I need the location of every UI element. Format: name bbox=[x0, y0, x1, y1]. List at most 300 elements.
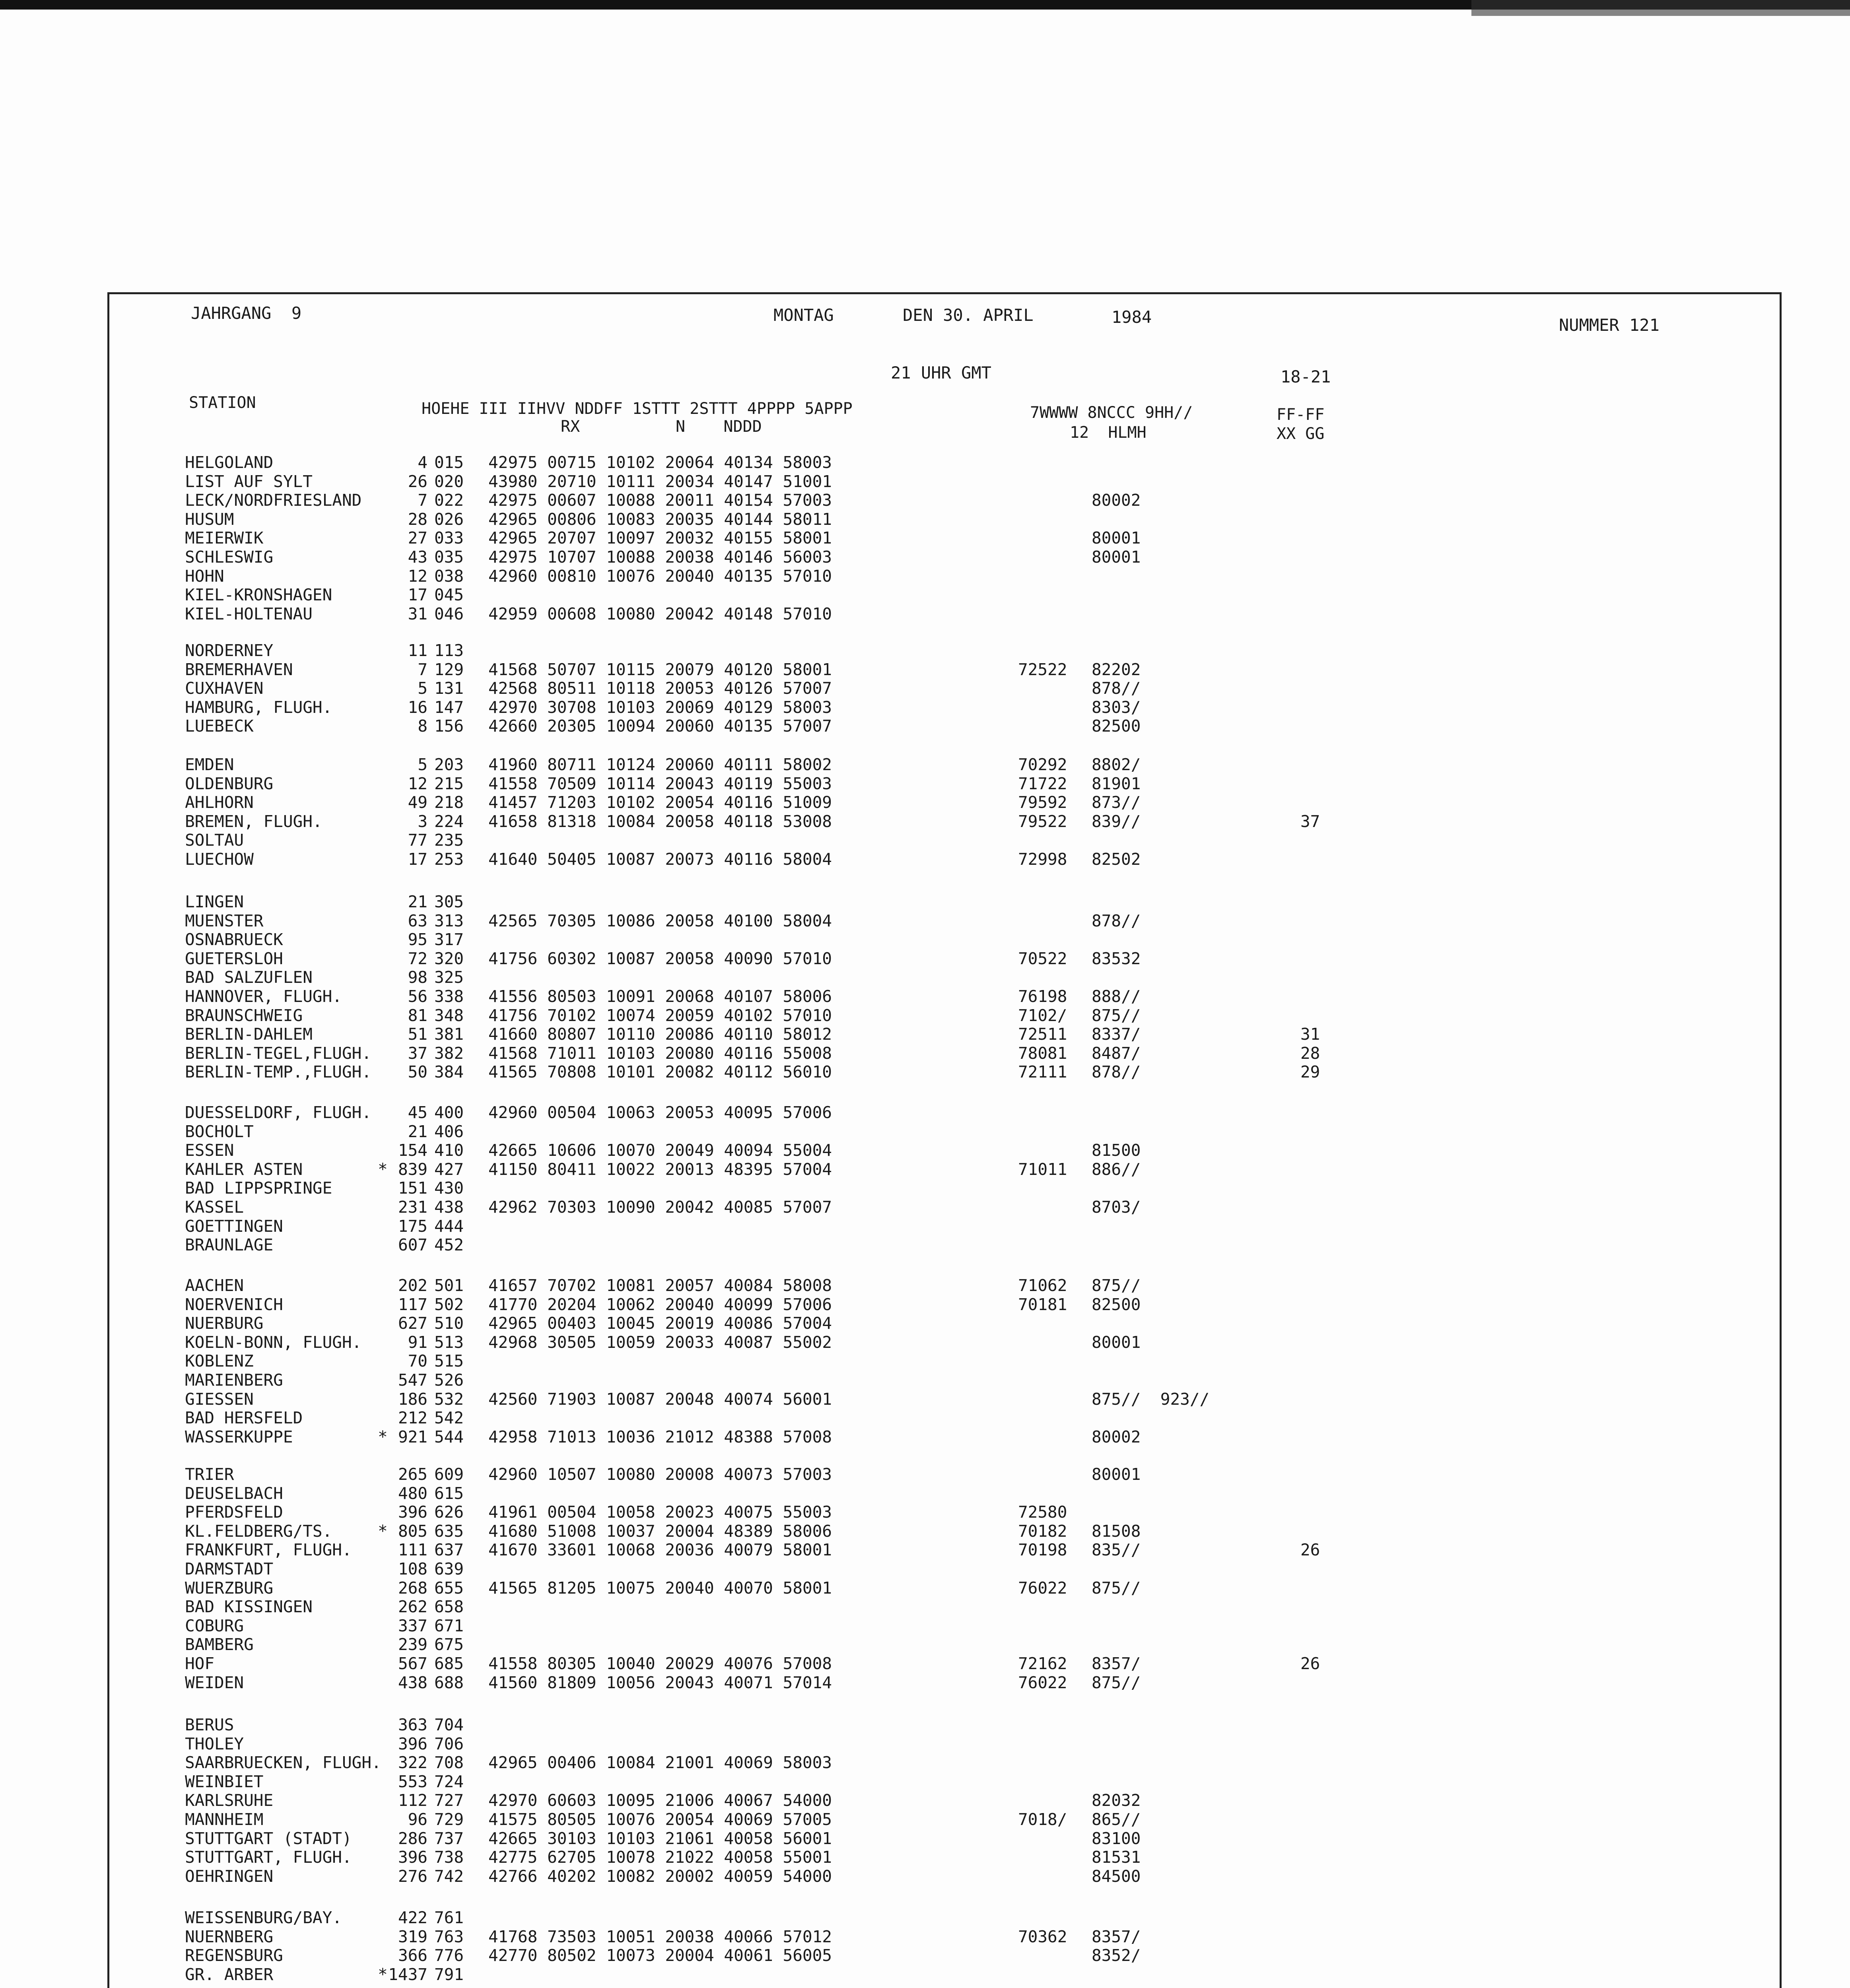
cloud-group: 80001 bbox=[1092, 547, 1141, 567]
station-id: 215 bbox=[434, 774, 464, 793]
station-id: 046 bbox=[434, 604, 464, 623]
station-name: WEINBIET bbox=[185, 1772, 264, 1791]
station-name: MANNHEIM bbox=[185, 1810, 264, 1829]
station-row bbox=[0, 1314, 1850, 1332]
station-height: 21 bbox=[408, 892, 428, 911]
station-id: 129 bbox=[434, 660, 464, 679]
station-id: 706 bbox=[434, 1734, 464, 1753]
station-height: 805 bbox=[398, 1521, 428, 1541]
station-id: 708 bbox=[434, 1753, 464, 1773]
weather-group: 70198 bbox=[1018, 1540, 1067, 1560]
synop-groups: 41568 71011 10103 20080 40116 55008 bbox=[488, 1043, 832, 1063]
station-height: 268 bbox=[398, 1578, 428, 1598]
gust-value: 26 bbox=[1300, 1540, 1320, 1560]
station-row bbox=[0, 1025, 1850, 1043]
station-id: 410 bbox=[434, 1141, 464, 1160]
weather-group: 72162 bbox=[1018, 1654, 1067, 1673]
station-name: NORDERNEY bbox=[185, 641, 274, 660]
station-height: 95 bbox=[408, 930, 428, 949]
station-height: 175 bbox=[398, 1216, 428, 1236]
station-name: SCHLESWIG bbox=[185, 547, 274, 567]
station-id: 727 bbox=[434, 1791, 464, 1810]
station-height: 322 bbox=[398, 1753, 428, 1773]
station-name: BAD HERSFELD bbox=[185, 1408, 303, 1428]
synop-groups: 41556 80503 10091 20068 40107 58006 bbox=[488, 987, 832, 1006]
station-height: 45 bbox=[408, 1103, 428, 1122]
weather-group: 70522 bbox=[1018, 949, 1067, 968]
station-name: KL.FELDBERG/TS. bbox=[185, 1521, 332, 1541]
synop-groups: 42660 20305 10094 20060 40135 57007 bbox=[488, 716, 832, 736]
station-id: 382 bbox=[434, 1043, 464, 1063]
station-name: MARIENBERG bbox=[185, 1371, 283, 1390]
station-height: 63 bbox=[408, 911, 428, 930]
station-id: 427 bbox=[434, 1159, 464, 1179]
station-height: 50 bbox=[408, 1062, 428, 1082]
weather-group: 7018/ bbox=[1018, 1810, 1067, 1829]
cloud-group: 82502 bbox=[1092, 850, 1141, 869]
station-id: 513 bbox=[434, 1332, 464, 1352]
station-height: 366 bbox=[398, 1946, 428, 1965]
cloud-group: 83532 bbox=[1092, 949, 1141, 968]
station-id: 515 bbox=[434, 1351, 464, 1371]
station-name: LECK/NORDFRIESLAND bbox=[185, 491, 362, 510]
weather-group: 7102/ bbox=[1018, 1006, 1067, 1025]
station-row bbox=[0, 1390, 1850, 1408]
cloud-group: 81531 bbox=[1092, 1848, 1141, 1867]
station-height: 12 bbox=[408, 774, 428, 793]
station-id: 038 bbox=[434, 566, 464, 586]
station-id: 253 bbox=[434, 850, 464, 869]
station-id: 704 bbox=[434, 1715, 464, 1734]
cloud-group: 82500 bbox=[1092, 716, 1141, 736]
weather-group: 70181 bbox=[1018, 1295, 1067, 1314]
synop-groups: 41658 81318 10084 20058 40118 53008 bbox=[488, 812, 832, 831]
station-name: HOF bbox=[185, 1654, 215, 1673]
synop-groups: 42968 30505 10059 20033 40087 55002 bbox=[488, 1332, 832, 1352]
weather-group: 79592 bbox=[1018, 793, 1067, 812]
cloud-group: 80002 bbox=[1092, 1427, 1141, 1446]
station-height: 28 bbox=[408, 509, 428, 529]
station-row bbox=[0, 1371, 1850, 1389]
station-height: 5 bbox=[418, 679, 428, 698]
station-id: 131 bbox=[434, 679, 464, 698]
station-height: 17 bbox=[408, 850, 428, 869]
station-row bbox=[0, 698, 1850, 716]
station-id: 637 bbox=[434, 1540, 464, 1560]
station-id: 635 bbox=[434, 1521, 464, 1541]
weather-group: 78081 bbox=[1018, 1043, 1067, 1063]
station-height: 37 bbox=[408, 1043, 428, 1063]
station-height: 111 bbox=[398, 1540, 428, 1560]
station-name: AHLHORN bbox=[185, 793, 254, 812]
weather-group: 72580 bbox=[1018, 1503, 1067, 1522]
station-name: KARLSRUHE bbox=[185, 1791, 274, 1810]
station-id: 791 bbox=[434, 1965, 464, 1984]
cloud-group: 878// bbox=[1092, 911, 1141, 930]
station-height: 43 bbox=[408, 547, 428, 567]
station-row bbox=[0, 1103, 1850, 1122]
station-row bbox=[0, 812, 1850, 831]
cloud-group: 875// bbox=[1092, 1006, 1141, 1025]
station-height: 286 bbox=[398, 1829, 428, 1848]
station-height: 96 bbox=[408, 1810, 428, 1829]
cloud-group: 865// bbox=[1092, 1810, 1141, 1829]
station-name: BAD LIPPSPRINGE bbox=[185, 1178, 332, 1198]
station-id: 026 bbox=[434, 509, 464, 529]
station-id: 655 bbox=[434, 1578, 464, 1598]
gust-value: 31 bbox=[1300, 1025, 1320, 1044]
station-height: 5 bbox=[418, 755, 428, 774]
station-id: 532 bbox=[434, 1389, 464, 1409]
station-height: 627 bbox=[398, 1314, 428, 1333]
station-name: NUERNBERG bbox=[185, 1927, 274, 1946]
station-id: 338 bbox=[434, 987, 464, 1006]
station-row bbox=[0, 912, 1850, 930]
station-name: DUESSELDORF, FLUGH. bbox=[185, 1103, 371, 1122]
station-id: 235 bbox=[434, 831, 464, 850]
station-name: KOBLENZ bbox=[185, 1351, 254, 1371]
synop-groups: 41575 80505 10076 20054 40069 57005 bbox=[488, 1810, 832, 1829]
station-row bbox=[0, 1160, 1850, 1178]
synop-groups: 42665 10606 10070 20049 40094 55004 bbox=[488, 1141, 832, 1160]
station-height: 202 bbox=[398, 1276, 428, 1295]
station-id: 203 bbox=[434, 755, 464, 774]
station-height: 27 bbox=[408, 528, 428, 548]
cloud-group: 8357/ bbox=[1092, 1654, 1141, 1673]
synop-groups: 41640 50405 10087 20073 40116 58004 bbox=[488, 850, 832, 869]
station-row bbox=[0, 1333, 1850, 1351]
synop-groups: 41558 80305 10040 20029 40076 57008 bbox=[488, 1654, 832, 1673]
station-row bbox=[0, 660, 1850, 679]
cloud-group: 839// bbox=[1092, 812, 1141, 831]
station-row bbox=[0, 1867, 1850, 1885]
cloud-group: 84500 bbox=[1092, 1866, 1141, 1886]
station-height: 547 bbox=[398, 1371, 428, 1390]
station-height: 31 bbox=[408, 604, 428, 623]
station-id: 763 bbox=[434, 1927, 464, 1946]
station-name: MUENSTER bbox=[185, 911, 264, 930]
station-id: 742 bbox=[434, 1866, 464, 1886]
synop-groups: 41660 80807 10110 20086 40110 58012 bbox=[488, 1025, 832, 1044]
station-height: 12 bbox=[408, 566, 428, 586]
synop-groups: 42962 70303 10090 20042 40085 57007 bbox=[488, 1198, 832, 1217]
station-id: 022 bbox=[434, 491, 464, 510]
station-id: 615 bbox=[434, 1483, 464, 1503]
station-name: STUTTGART, FLUGH. bbox=[185, 1848, 352, 1867]
station-height: 396 bbox=[398, 1503, 428, 1522]
station-id: 626 bbox=[434, 1503, 464, 1522]
synop-groups: 42568 80511 10118 20053 40126 57007 bbox=[488, 679, 832, 698]
synop-groups: 41670 33601 10068 20036 40079 58001 bbox=[488, 1540, 832, 1560]
station-height: 422 bbox=[398, 1908, 428, 1927]
synop-groups: 41558 70509 10114 20043 40119 55003 bbox=[488, 774, 832, 793]
gust-value: 28 bbox=[1300, 1043, 1320, 1063]
observation-time: 21 UHR GMT bbox=[891, 363, 991, 382]
weather-group: 76022 bbox=[1018, 1578, 1067, 1598]
weekday: MONTAG bbox=[773, 305, 834, 325]
station-id: 224 bbox=[434, 812, 464, 831]
station-row bbox=[0, 1236, 1850, 1254]
station-row bbox=[0, 1673, 1850, 1692]
period: 18-21 bbox=[1281, 367, 1331, 386]
station-name: BERLIN-DAHLEM bbox=[185, 1025, 313, 1044]
station-row bbox=[0, 1522, 1850, 1540]
station-height: 276 bbox=[398, 1866, 428, 1886]
station-row bbox=[0, 1044, 1850, 1062]
station-height: 438 bbox=[398, 1673, 428, 1692]
station-row bbox=[0, 1428, 1850, 1446]
weather-group: 72111 bbox=[1018, 1062, 1067, 1082]
station-name: KASSEL bbox=[185, 1198, 244, 1217]
station-height: 98 bbox=[408, 968, 428, 987]
station-row bbox=[0, 548, 1850, 566]
station-row bbox=[0, 893, 1850, 911]
station-height: 112 bbox=[398, 1791, 428, 1810]
synop-groups: 42965 00806 10083 20035 40144 58011 bbox=[488, 509, 832, 529]
synop-groups: 42970 30708 10103 20069 40129 58003 bbox=[488, 697, 832, 717]
station-height: 265 bbox=[398, 1465, 428, 1484]
station-id: 156 bbox=[434, 716, 464, 736]
cloud-group: 80001 bbox=[1092, 1465, 1141, 1484]
synop-groups: 42960 10507 10080 20008 40073 57003 bbox=[488, 1465, 832, 1484]
station-name: BREMERHAVEN bbox=[185, 660, 293, 679]
station-name: STUTTGART (STADT) bbox=[185, 1829, 352, 1848]
station-height: 17 bbox=[408, 585, 428, 605]
synop-groups: 41568 50707 10115 20079 40120 58001 bbox=[488, 660, 832, 679]
station-height: 3 bbox=[418, 812, 428, 831]
station-row bbox=[0, 1654, 1850, 1673]
weather-group: 70292 bbox=[1018, 755, 1067, 774]
station-id: 320 bbox=[434, 949, 464, 968]
synop-groups: 41457 71203 10102 20054 40116 51009 bbox=[488, 793, 832, 812]
station-row bbox=[0, 586, 1850, 604]
station-id: 501 bbox=[434, 1276, 464, 1295]
station-id: 313 bbox=[434, 911, 464, 930]
station-row bbox=[0, 1908, 1850, 1927]
synop-groups: 42959 00608 10080 20042 40148 57010 bbox=[488, 604, 832, 623]
cloud-group: 81500 bbox=[1092, 1141, 1141, 1160]
station-height: 239 bbox=[398, 1635, 428, 1654]
top-border-shadow bbox=[1471, 0, 1850, 16]
station-row bbox=[0, 1753, 1850, 1772]
synop-groups: 41961 00504 10058 20023 40075 55003 bbox=[488, 1503, 832, 1522]
mountain-marker: * bbox=[378, 1427, 388, 1446]
mountain-marker: * bbox=[378, 1521, 388, 1541]
station-name: NUERBURG bbox=[185, 1314, 264, 1333]
station-height: 7 bbox=[418, 491, 428, 510]
mountain-marker: * bbox=[378, 1159, 388, 1179]
cloud-group: 835// bbox=[1092, 1540, 1141, 1560]
station-name: EMDEN bbox=[185, 755, 234, 774]
station-row bbox=[0, 1503, 1850, 1521]
station-height: 49 bbox=[408, 793, 428, 812]
station-height: 70 bbox=[408, 1351, 428, 1371]
station-name: GIESSEN bbox=[185, 1389, 254, 1409]
code-column-subheader: RX N NDDD bbox=[561, 417, 762, 436]
station-id: 729 bbox=[434, 1810, 464, 1829]
station-row bbox=[0, 1848, 1850, 1866]
station-height: 212 bbox=[398, 1408, 428, 1428]
station-id: 045 bbox=[434, 585, 464, 605]
station-name: TRIER bbox=[185, 1465, 234, 1484]
station-height: 154 bbox=[398, 1141, 428, 1160]
station-row bbox=[0, 1579, 1850, 1597]
cloud-group: 8487/ bbox=[1092, 1043, 1141, 1063]
date: DEN 30. APRIL bbox=[903, 305, 1034, 325]
station-name: OSNABRUECK bbox=[185, 930, 283, 949]
station-id: 502 bbox=[434, 1295, 464, 1314]
station-id: 035 bbox=[434, 547, 464, 567]
station-name: MEIERWIK bbox=[185, 528, 264, 548]
station-row bbox=[0, 1810, 1850, 1829]
cloud-group: 80002 bbox=[1092, 491, 1141, 510]
station-height: 319 bbox=[398, 1927, 428, 1946]
synop-groups: 42975 00607 10088 20011 40154 57003 bbox=[488, 491, 832, 510]
station-id: 639 bbox=[434, 1559, 464, 1578]
weather-group: 70362 bbox=[1018, 1927, 1067, 1946]
station-row bbox=[0, 1791, 1850, 1809]
station-row bbox=[0, 775, 1850, 793]
station-row bbox=[0, 1735, 1850, 1753]
station-row bbox=[0, 987, 1850, 1006]
cloud-column-header: 7WWWW 8NCCC 9HH// bbox=[1030, 404, 1193, 422]
station-name: SAARBRUECKEN, FLUGH. bbox=[185, 1753, 381, 1773]
synop-groups: 42770 80502 10073 20004 40061 56005 bbox=[488, 1946, 832, 1965]
station-row bbox=[0, 1063, 1850, 1081]
station-id: 675 bbox=[434, 1635, 464, 1654]
gust-column-subheader: XX GG bbox=[1277, 425, 1325, 443]
station-id: 015 bbox=[434, 453, 464, 472]
weather-group: 70182 bbox=[1018, 1521, 1067, 1541]
station-id: 348 bbox=[434, 1006, 464, 1025]
cloud-group: 886// bbox=[1092, 1159, 1141, 1179]
station-name: GUETERSLOH bbox=[185, 949, 283, 968]
station-id: 113 bbox=[434, 641, 464, 660]
weather-group: 72998 bbox=[1018, 850, 1067, 869]
cloud-group: 82032 bbox=[1092, 1791, 1141, 1810]
station-id: 444 bbox=[434, 1216, 464, 1236]
synop-groups: 42960 00810 10076 20040 40135 57010 bbox=[488, 566, 832, 586]
cloud-group: 875// bbox=[1092, 1673, 1141, 1692]
station-height: 337 bbox=[398, 1616, 428, 1635]
station-name: KOELN-BONN, FLUGH. bbox=[185, 1332, 362, 1352]
synop-groups: 41150 80411 10022 20013 48395 57004 bbox=[488, 1159, 832, 1179]
station-id: 658 bbox=[434, 1597, 464, 1617]
station-name: LUECHOW bbox=[185, 850, 254, 869]
synop-groups: 41560 81809 10056 20043 40071 57014 bbox=[488, 1673, 832, 1692]
station-row bbox=[0, 793, 1850, 812]
station-name: WASSERKUPPE bbox=[185, 1427, 293, 1446]
station-name: COBURG bbox=[185, 1616, 244, 1635]
station-row bbox=[0, 1484, 1850, 1503]
station-id: 688 bbox=[434, 1673, 464, 1692]
synop-groups: 43980 20710 10111 20034 40147 51001 bbox=[488, 472, 832, 491]
station-row bbox=[0, 717, 1850, 735]
station-name: CUXHAVEN bbox=[185, 679, 264, 698]
cloud-group: 82202 bbox=[1092, 660, 1141, 679]
synop-groups: 41565 81205 10075 20040 40070 58001 bbox=[488, 1578, 832, 1598]
station-row bbox=[0, 831, 1850, 849]
station-row bbox=[0, 1617, 1850, 1635]
station-name: GR. ARBER bbox=[185, 1965, 274, 1984]
station-height: 921 bbox=[398, 1427, 428, 1446]
station-height: 396 bbox=[398, 1848, 428, 1867]
station-row bbox=[0, 1465, 1850, 1483]
station-height: 108 bbox=[398, 1559, 428, 1578]
cloud-group: 8337/ bbox=[1092, 1025, 1141, 1044]
station-id: 384 bbox=[434, 1062, 464, 1082]
station-height: 1437 bbox=[388, 1965, 428, 1984]
station-id: 510 bbox=[434, 1314, 464, 1333]
station-id: 737 bbox=[434, 1829, 464, 1848]
synop-groups: 42970 60603 10095 21006 40067 54000 bbox=[488, 1791, 832, 1810]
station-name: GOETTINGEN bbox=[185, 1216, 283, 1236]
station-id: 325 bbox=[434, 968, 464, 987]
station-name: BAD KISSINGEN bbox=[185, 1597, 313, 1617]
station-height: 81 bbox=[408, 1006, 428, 1025]
weather-group: 76198 bbox=[1018, 987, 1067, 1006]
synop-groups: 42560 71903 10087 20048 40074 56001 bbox=[488, 1389, 832, 1409]
synop-groups: 41680 51008 10037 20004 48389 58006 bbox=[488, 1521, 832, 1541]
station-row bbox=[0, 1946, 1850, 1965]
station-row bbox=[0, 567, 1850, 585]
station-row bbox=[0, 453, 1850, 472]
station-name: WUERZBURG bbox=[185, 1578, 274, 1598]
station-name: LUEBECK bbox=[185, 716, 254, 736]
station-name: BERLIN-TEGEL,FLUGH. bbox=[185, 1043, 371, 1063]
cloud-group: 8802/ bbox=[1092, 755, 1141, 774]
synop-groups: 42975 10707 10088 20038 40146 56003 bbox=[488, 547, 832, 567]
weather-group: 79522 bbox=[1018, 812, 1067, 831]
cloud-group: 8357/ bbox=[1092, 1927, 1141, 1946]
cloud-group: 80001 bbox=[1092, 1332, 1141, 1352]
cloud-column-subheader: 12 HLMH bbox=[1070, 423, 1147, 442]
station-name: ESSEN bbox=[185, 1141, 234, 1160]
gust-value: 26 bbox=[1300, 1654, 1320, 1673]
station-row bbox=[0, 1198, 1850, 1216]
station-id: 609 bbox=[434, 1465, 464, 1484]
station-height: 16 bbox=[408, 697, 428, 717]
station-row bbox=[0, 968, 1850, 986]
station-row bbox=[0, 1295, 1850, 1314]
weather-group: 71011 bbox=[1018, 1159, 1067, 1179]
weather-group: 71062 bbox=[1018, 1276, 1067, 1295]
station-id: 317 bbox=[434, 930, 464, 949]
station-row bbox=[0, 1179, 1850, 1197]
synop-groups: 42958 71013 10036 21012 48388 57008 bbox=[488, 1427, 832, 1446]
station-name: SOLTAU bbox=[185, 831, 244, 850]
station-height: 151 bbox=[398, 1178, 428, 1198]
station-name: BREMEN, FLUGH. bbox=[185, 812, 323, 831]
station-name: BERLIN-TEMP.,FLUGH. bbox=[185, 1062, 371, 1082]
station-name: BAMBERG bbox=[185, 1635, 254, 1654]
station-name: HAMBURG, FLUGH. bbox=[185, 697, 332, 717]
station-name: HELGOLAND bbox=[185, 453, 274, 472]
station-row bbox=[0, 1829, 1850, 1848]
station-height: 231 bbox=[398, 1198, 428, 1217]
cloud-group: 80001 bbox=[1092, 528, 1141, 548]
station-id: 020 bbox=[434, 472, 464, 491]
cloud-group: 875// 923// bbox=[1092, 1389, 1210, 1409]
station-row bbox=[0, 1276, 1850, 1295]
station-row bbox=[0, 529, 1850, 547]
synop-groups: 42960 00504 10063 20053 40095 57006 bbox=[488, 1103, 832, 1122]
cloud-group: 873// bbox=[1092, 793, 1141, 812]
station-row bbox=[0, 930, 1850, 949]
station-id: 671 bbox=[434, 1616, 464, 1635]
station-name: WEIDEN bbox=[185, 1673, 244, 1692]
cloud-group: 81508 bbox=[1092, 1521, 1141, 1541]
